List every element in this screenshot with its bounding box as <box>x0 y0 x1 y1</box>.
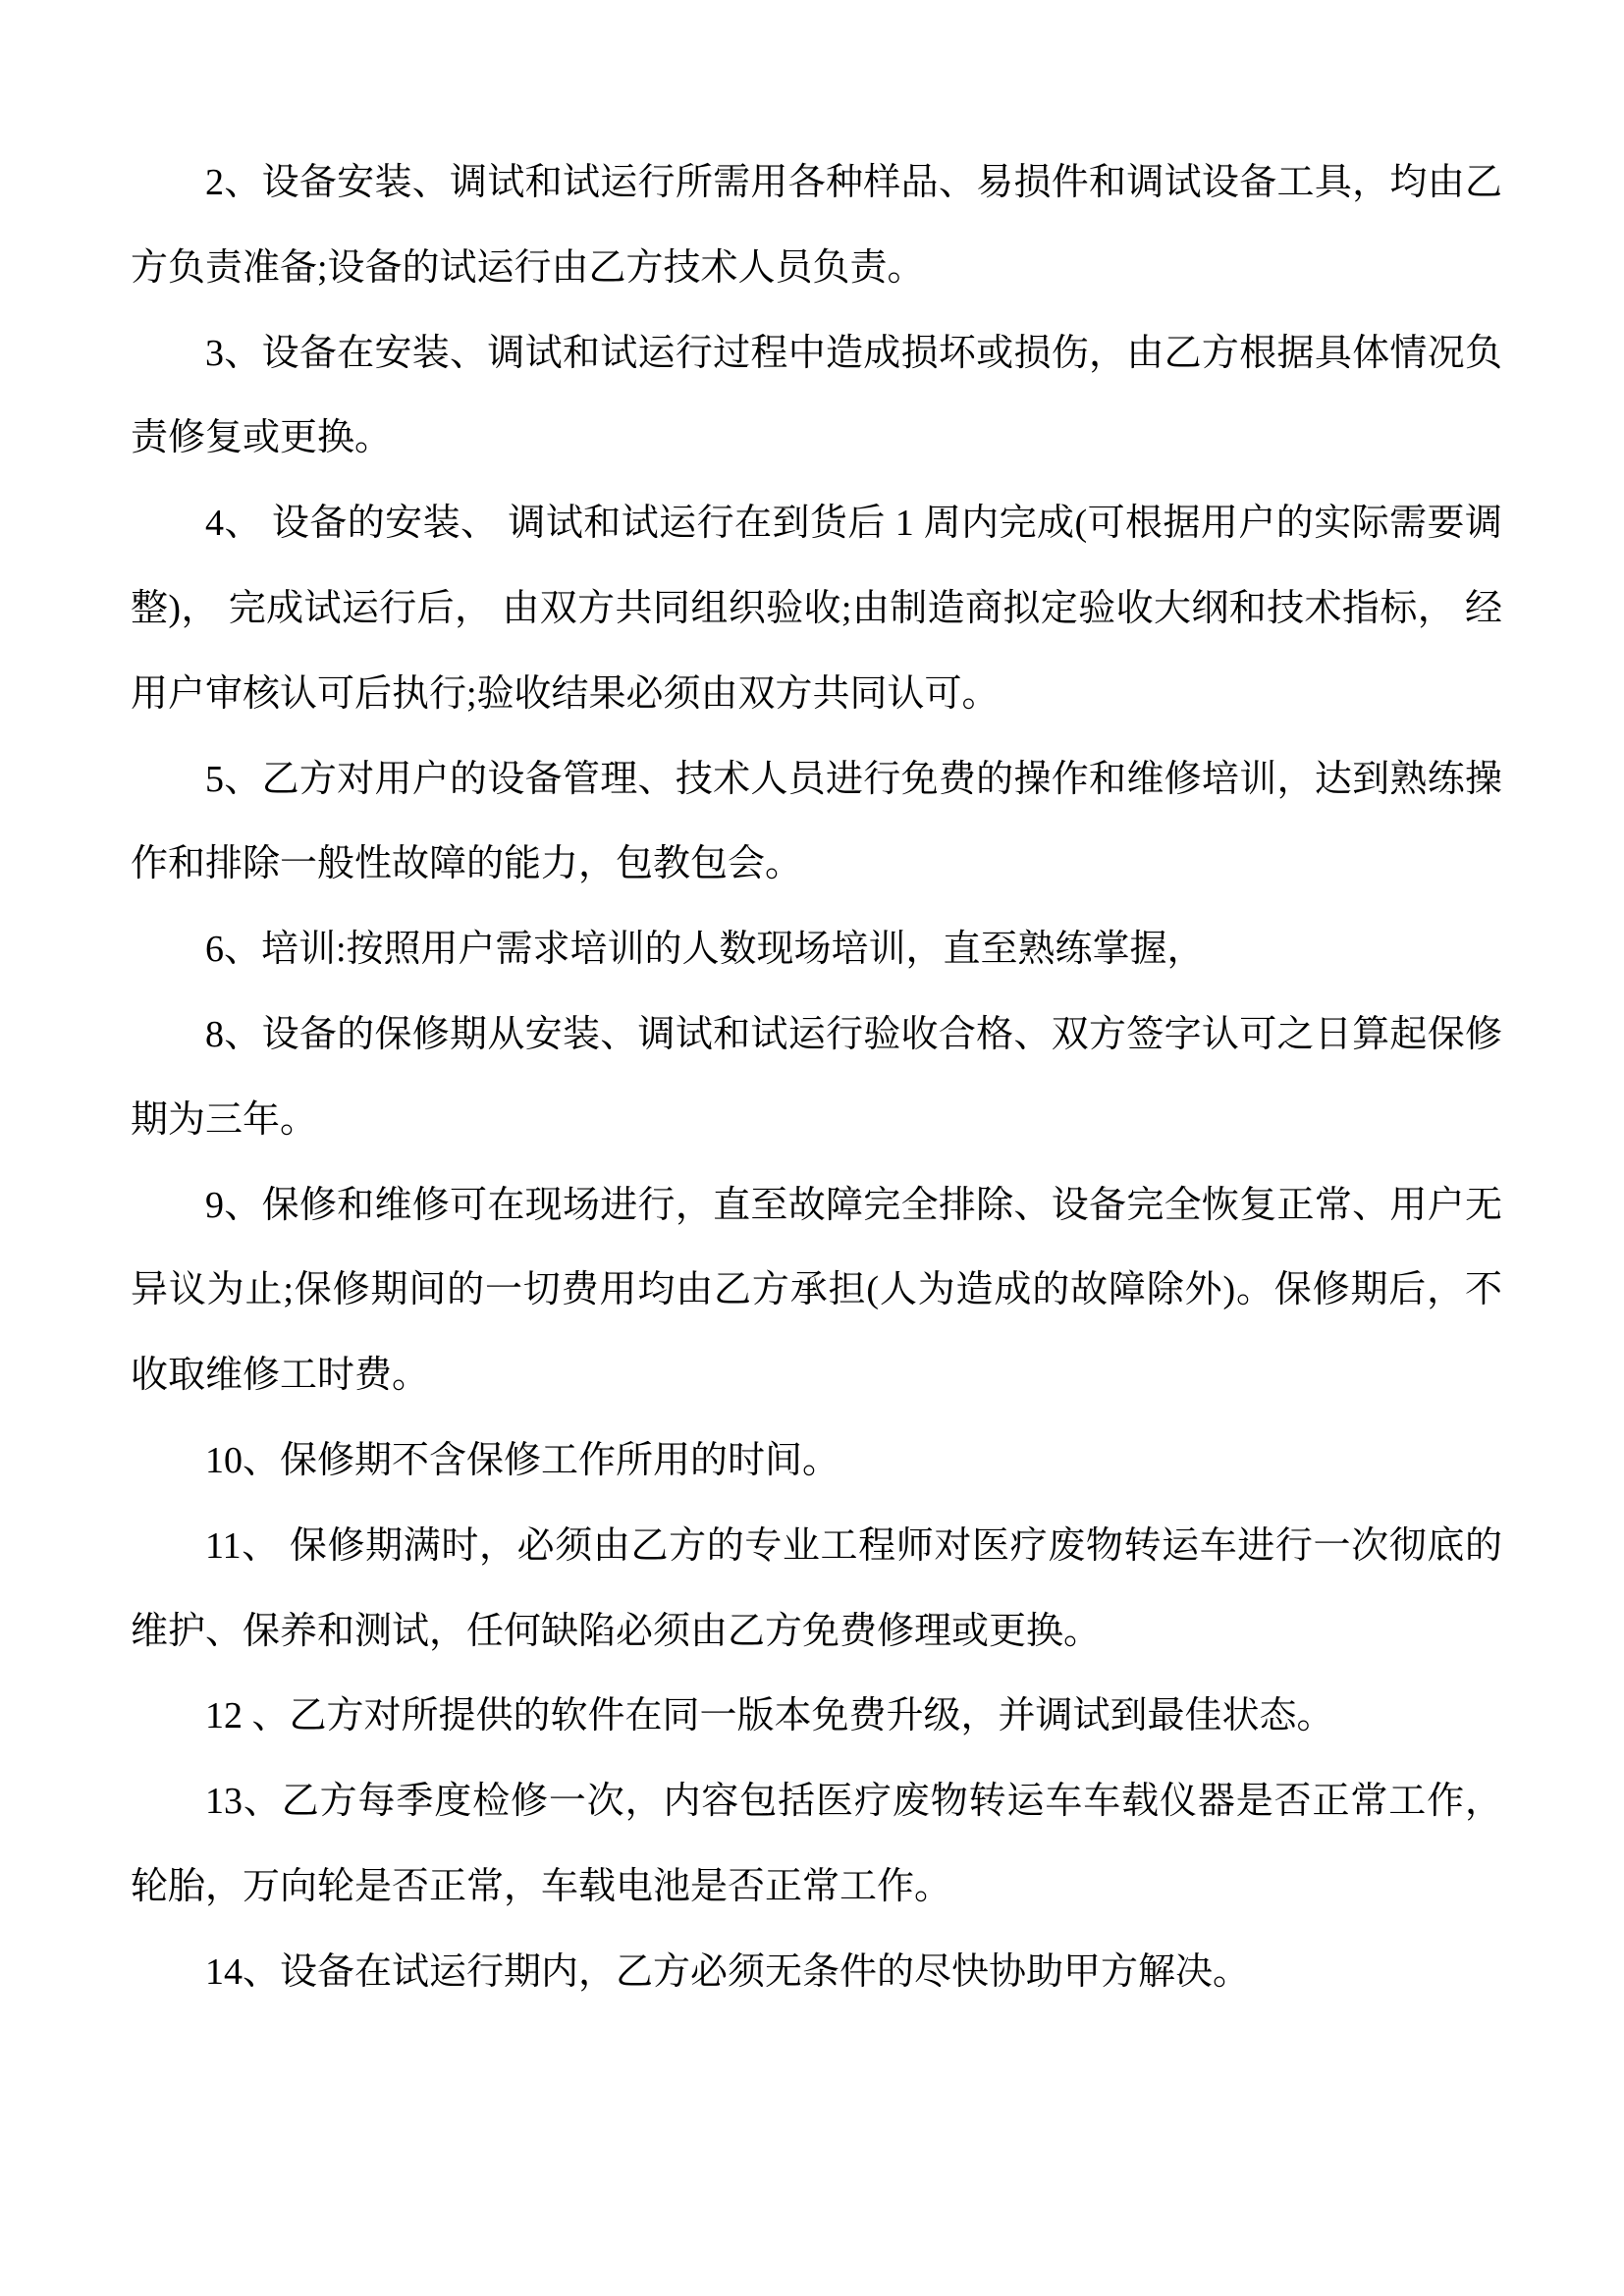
paragraph-3-line-2: 责修复或更换。 <box>131 417 393 459</box>
paragraph-12-line-1: 12 、乙方对所提供的软件在同一版本免费升级，并调试到最佳状态。 <box>205 1695 1334 1737</box>
paragraph-item-10 <box>131 1418 1502 1504</box>
paragraph-3-line-1: 3、设备在安装、调试和试运行过程中造成损坏或损伤，由乙方根据具体情况负 <box>205 332 1502 374</box>
paragraph-6-line-1: 6、培训:按照用户需求培训的人数现场培训，直至熟练掌握， <box>205 929 1205 971</box>
paragraph-5-line-2: 作和排除一般性故障的能力，包教包会。 <box>131 843 803 885</box>
paragraph-item-2 <box>131 140 1502 311</box>
paragraph-9-line-3: 收取维修工时费。 <box>131 1355 430 1397</box>
paragraph-item-11 <box>131 1504 1502 1675</box>
paragraph-13-line-2: 轮胎，万向轮是否正常，车载电池是否正常工作。 <box>131 1865 952 1907</box>
paragraph-2-line-1: 2、设备安装、调试和试运行所需用各种样品、易损件和调试设备工具，均由乙 <box>205 162 1502 203</box>
paragraph-4-line-1: 4、 设备的安装、 调试和试运行在到货后 1 周内完成(可根据用户的实际需要调 <box>205 503 1502 545</box>
paragraph-item-4 <box>131 481 1502 736</box>
paragraph-13-line-1: 13、乙方每季度检修一次，内容包括医疗废物转运车车载仪器是否正常工作， <box>205 1781 1502 1823</box>
paragraph-item-9 <box>131 1163 1502 1418</box>
paragraph-14-line-1: 14、设备在试运行期内，乙方必须无条件的尽快协助甲方解决。 <box>205 1950 1251 1993</box>
paragraph-10-line-1: 10、保修期不含保修工作所用的时间。 <box>205 1439 840 1481</box>
paragraph-9-line-2: 异议为止;保修期间的一切费用均由乙方承担(人为造成的故障除外)。保修期后，不 <box>131 1269 1502 1311</box>
paragraph-9-line-1: 9、保修和维修可在现场进行，直至故障完全排除、设备完全恢复正常、用户无 <box>205 1184 1502 1226</box>
paragraph-item-13 <box>131 1759 1502 1930</box>
paragraph-11-line-2: 维护、保养和测试，任何缺陷必须由乙方免费修理或更换。 <box>131 1610 1102 1652</box>
document-body <box>131 0 1502 2015</box>
paragraph-item-6 <box>131 907 1502 992</box>
paragraph-8-line-1: 8、设备的保修期从安装、调试和试运行验收合格、双方签字认可之日算起保修 <box>205 1013 1502 1055</box>
paragraph-item-3 <box>131 311 1502 482</box>
paragraph-item-12 <box>131 1674 1502 1759</box>
paragraph-5-line-1: 5、乙方对用户的设备管理、技术人员进行免费的操作和维修培训，达到熟练操 <box>205 758 1502 800</box>
paragraph-item-8 <box>131 992 1502 1163</box>
paragraph-item-5 <box>131 737 1502 908</box>
paragraph-11-line-1: 11、 保修期满时，必须由乙方的专业工程师对医疗废物转运车进行一次彻底的 <box>205 1524 1502 1567</box>
paragraph-4-line-3: 用户审核认可后执行;验收结果必须由双方共同认可。 <box>131 672 1000 715</box>
paragraph-2-line-2: 方负责准备;设备的试运行由乙方技术人员负责。 <box>131 246 925 289</box>
paragraph-4-line-2: 整)， 完成试运行后， 由双方共同组织验收;由制造商拟定验收大纲和技术指标， 经 <box>131 587 1502 629</box>
paragraph-8-line-2: 期为三年。 <box>131 1098 318 1141</box>
paragraph-item-14 <box>131 1930 1502 2015</box>
